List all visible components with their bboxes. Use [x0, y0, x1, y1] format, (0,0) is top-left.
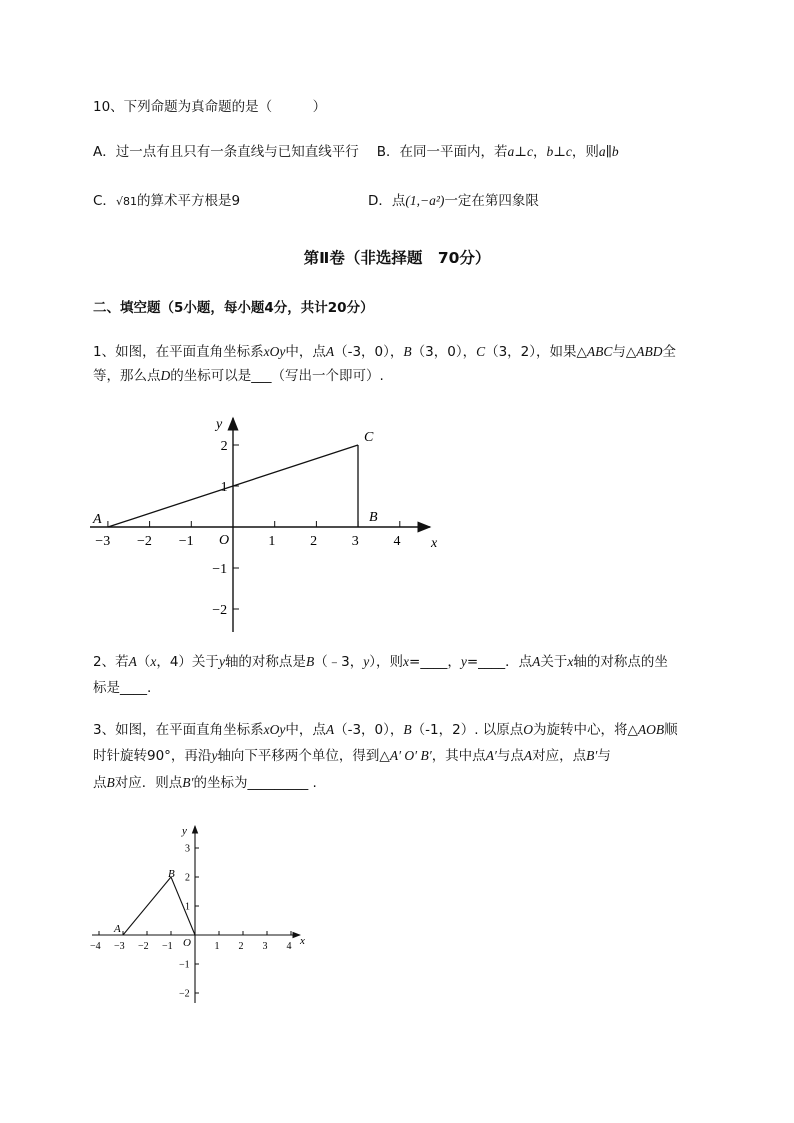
origin-label: O [219, 533, 230, 548]
figure-2-coordinate-plane [88, 820, 318, 1010]
y-tick-label: 3 [185, 843, 190, 855]
x-tick-label: 1 [268, 534, 276, 549]
option-a: A．过一点有且只有一条直线与已知直线平行 [93, 144, 359, 160]
x-tick-label: 4 [393, 534, 401, 549]
segment-ab [123, 877, 171, 935]
part-2-title: 第Ⅱ卷（非选择题 70分） [303, 249, 491, 267]
y-tick-label: −1 [212, 561, 228, 577]
point-b-label: B [369, 510, 378, 525]
question-1-line-2: 等，那么点D的坐标可以是___（写出一个即可）. [93, 368, 384, 384]
x-tick-label: −3 [114, 941, 125, 952]
y-tick-label: 2 [220, 438, 228, 454]
x-tick-label: −2 [137, 534, 152, 549]
y-tick-label: −2 [179, 988, 190, 1000]
x-tick-label: 3 [351, 534, 359, 549]
origin-label: O [183, 937, 191, 949]
question-2-line-1: 2、若A（x，4）关于y轴的对称点是B（﹣3，y），则x=____，y=____．点A关于x轴的对称点的坐 [93, 654, 668, 670]
question-10-stem: 10、下列命题为真命题的是（ ） [93, 99, 327, 115]
point-a-label: A [93, 512, 102, 527]
x-axis-label: x [300, 935, 305, 947]
x-tick-label: 2 [310, 534, 318, 549]
point-b-label: B [168, 868, 175, 880]
option-b: B．在同一平面内，若a⊥c，b⊥c，则a∥b [376, 144, 619, 160]
x-tick-label: −1 [162, 941, 173, 952]
point-c-label: C [364, 430, 374, 445]
x-tick-label: −3 [95, 534, 111, 549]
y-tick-label: −2 [212, 602, 228, 618]
x-tick-label: 3 [262, 941, 268, 952]
y-axis-label: y [216, 417, 223, 432]
segment-bo [171, 877, 195, 935]
point-a-label: A [114, 923, 121, 935]
x-tick-label: −1 [178, 534, 194, 549]
x-axis-label: x [431, 536, 438, 551]
question-3-line-1: 3、如图，在平面直角坐标系xOy中，点A（-3，0），B（-1，2）. 以原点O为旋转中心，将△AOB顺 [93, 722, 678, 738]
question-3-line-3: 点B对应．则点B′的坐标为_________ . [93, 775, 317, 791]
question-2-line-2: 标是____. [93, 680, 152, 696]
x-tick-label: 1 [214, 941, 220, 952]
y-tick-label: 1 [185, 901, 190, 913]
section-2-title: 二、填空题（5小题，每小题4分，共计20分） [93, 300, 374, 316]
question-3-line-2: 时针旋转90°，再沿y轴向下平移两个单位，得到△A′ O′ B′，其中点A′与点A对应，点B′与 [93, 748, 611, 764]
y-tick-label: 1 [220, 479, 228, 495]
option-c: C．√81的算术平方根是9 [93, 193, 241, 209]
option-d: D．点(1,−a²)一定在第四象限 [368, 193, 539, 209]
y-axis-label: y [182, 825, 187, 837]
x-tick-label: −2 [138, 941, 149, 952]
x-tick-label: 2 [238, 941, 244, 952]
x-tick-label: 4 [286, 941, 292, 952]
y-tick-label: −1 [179, 959, 190, 971]
x-tick-label: −4 [90, 941, 101, 952]
question-1-line-1: 1、如图，在平面直角坐标系xOy中，点A（-3，0），B（3，0），C（3，2），如果△ABC与△ABD全 [93, 344, 677, 360]
question-10-options-ab [93, 142, 619, 162]
y-tick-label: 2 [185, 872, 190, 884]
figure-1-coordinate-plane [85, 410, 455, 635]
